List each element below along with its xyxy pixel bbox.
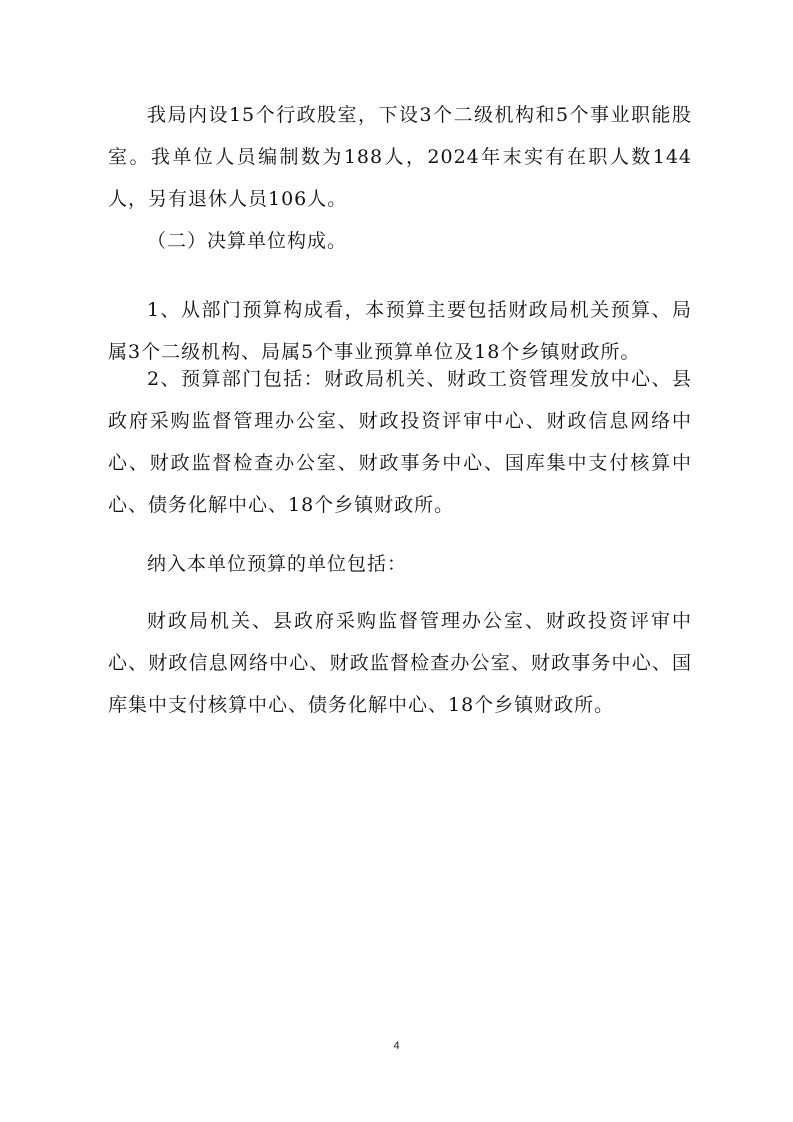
section-heading-unit-composition: （二）决算单位构成。: [147, 230, 348, 252]
paragraph-staffing: 我局内设15个行政股室，下设3个二级机构和5个事业职能股室。我单位人员编制数为188人，2024年末实有在职人数144人，另有退休人员106人。: [108, 104, 692, 210]
page-number: 4: [393, 1040, 400, 1052]
paragraph-budget-departments: 2、预算部门包括：财政局机关、财政工资管理发放中心、县政府采购监督管理办公室、财政投资评审中心、财政信息网络中心、财政监督检查办公室、财政事务中心、国库集中支付核算中心、债务化解中心、18个乡镇财政所。: [108, 368, 692, 516]
paragraph-budget-composition: 1、从部门预算构成看，本预算主要包括财政局机关预算、局属3个二级机构、局属5个事业预算单位及18个乡镇财政所。: [108, 299, 692, 363]
paragraph-included-units-intro: 纳入本单位预算的单位包括：: [147, 553, 408, 575]
paragraph-included-units-list: 财政局机关、县政府采购监督管理办公室、财政投资评审中心、财政信息网络中心、财政监督检查办公室、财政事务中心、国库集中支付核算中心、债务化解中心、18个乡镇财政所。: [108, 610, 692, 716]
